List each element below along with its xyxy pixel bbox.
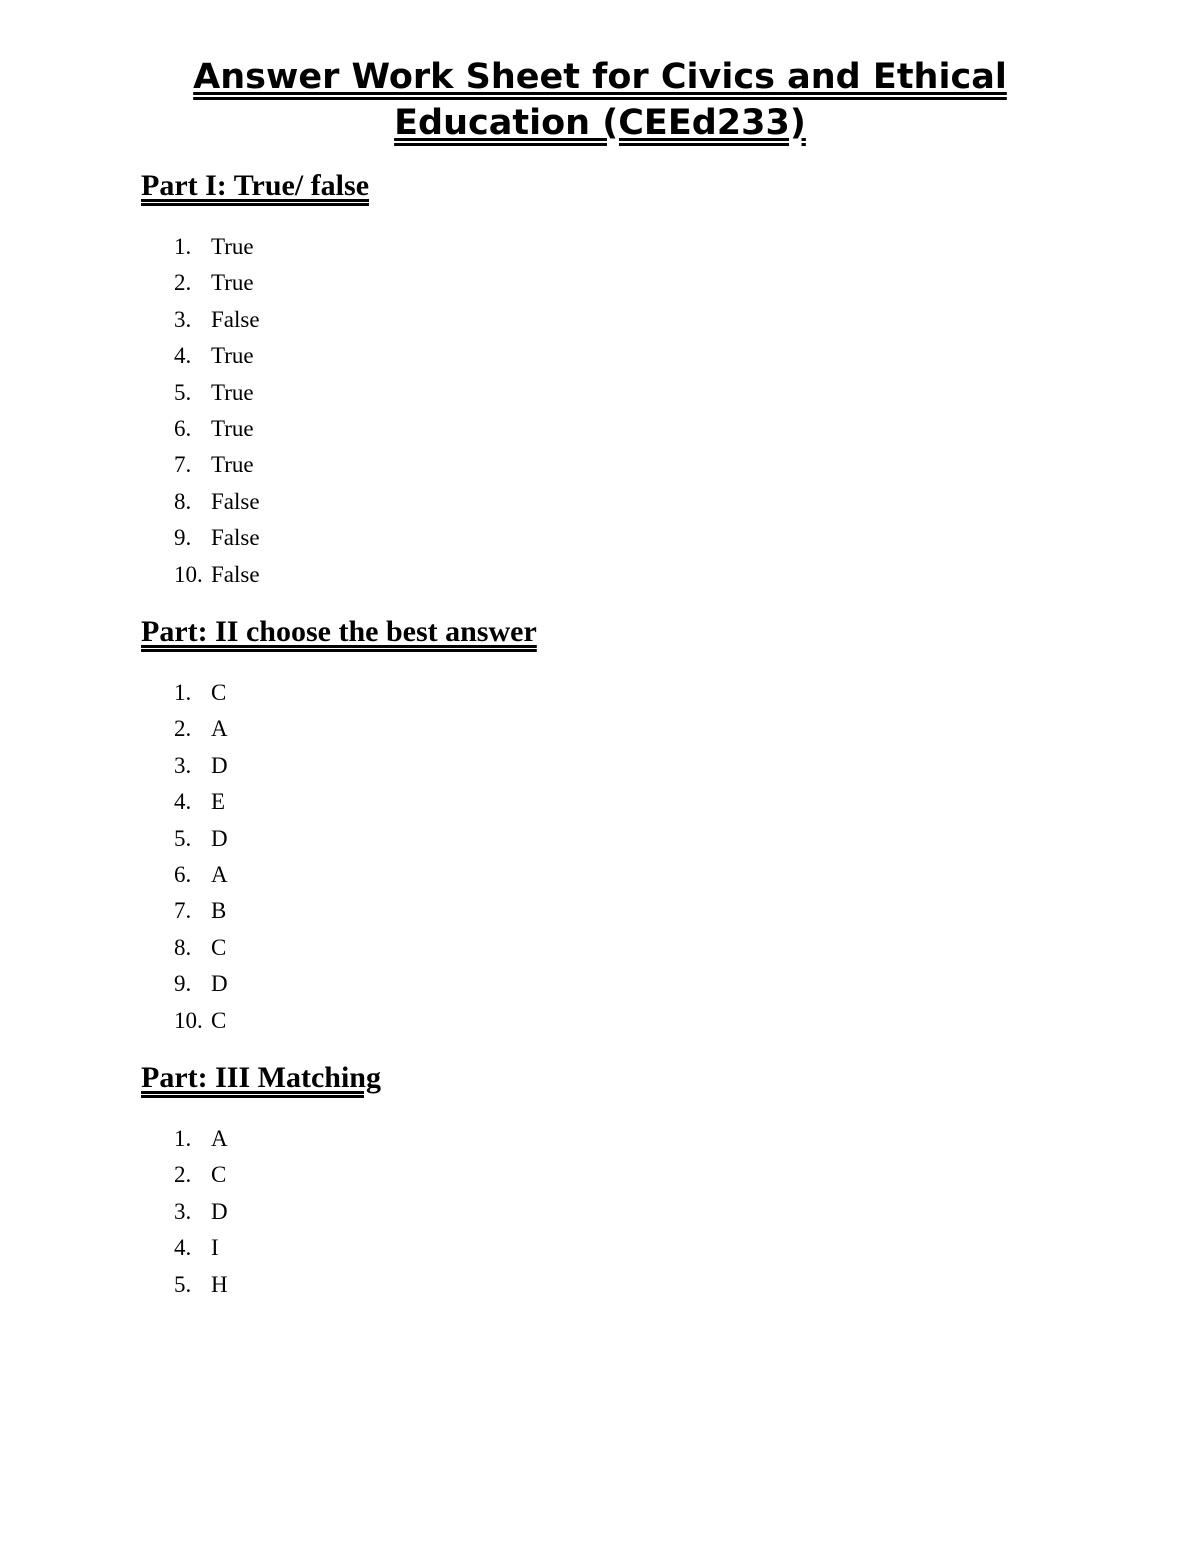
item-answer: D — [211, 752, 228, 778]
item-number: 1. — [174, 680, 192, 705]
item-answer: I — [211, 1235, 219, 1261]
item-number: 10. — [174, 561, 203, 587]
item-answer: A — [211, 861, 228, 887]
item-number: 8. — [174, 488, 192, 514]
item-answer: C — [211, 1007, 227, 1033]
item-answer: A — [211, 716, 228, 742]
item-number: 3. — [174, 1198, 192, 1224]
item-answer: D — [211, 825, 228, 851]
item-number: 6. — [174, 861, 192, 887]
item-number: 1. — [174, 1126, 192, 1151]
section-heading-part-1: Part I: True/ false — [141, 169, 370, 202]
item-answer: A — [211, 1126, 228, 1151]
item-answer: True — [211, 415, 254, 441]
item-number: 7. — [174, 452, 192, 478]
item-number: 2. — [174, 1162, 192, 1188]
item-number: 5. — [174, 825, 192, 851]
item-number: 2. — [174, 716, 192, 742]
title-line-1: Answer Work Sheet for Civics and Ethical — [193, 57, 1007, 97]
item-answer: False — [211, 488, 260, 514]
item-answer: C — [211, 680, 227, 705]
section-heading-part-2: Part: II choose the best answer — [141, 615, 537, 648]
item-number: 2. — [174, 270, 192, 296]
item-number: 1. — [174, 234, 192, 259]
item-answer: False — [211, 561, 260, 587]
item-number: 7. — [174, 898, 192, 924]
item-number: 3. — [174, 752, 192, 778]
item-answer: True — [211, 452, 254, 478]
section-heading-part-3: Part: III Matching — [141, 1061, 381, 1094]
item-answer: B — [211, 898, 227, 924]
item-answer: D — [211, 971, 228, 997]
item-number: 4. — [174, 343, 192, 369]
item-number: 4. — [174, 789, 192, 815]
item-number: 4. — [174, 1235, 192, 1261]
item-number: 5. — [174, 379, 192, 405]
item-number: 8. — [174, 934, 192, 960]
item-answer: True — [211, 343, 254, 369]
item-number: 10. — [174, 1007, 203, 1033]
item-number: 6. — [174, 415, 192, 441]
item-number: 9. — [174, 971, 192, 997]
item-answer: E — [211, 789, 226, 815]
item-answer: False — [211, 525, 260, 551]
item-number: 3. — [174, 306, 192, 332]
item-answer: C — [211, 1162, 227, 1188]
item-answer: False — [211, 306, 260, 332]
item-answer: True — [211, 270, 254, 296]
item-number: 9. — [174, 525, 192, 551]
item-answer: True — [211, 234, 254, 259]
item-answer: True — [211, 379, 254, 405]
item-answer: D — [211, 1198, 228, 1224]
item-answer: H — [211, 1271, 228, 1297]
item-number: 5. — [174, 1271, 192, 1297]
item-answer: C — [211, 934, 227, 960]
title-line-2: Education (CEEd233) — [394, 103, 806, 143]
document-title — [150, 54, 1050, 146]
